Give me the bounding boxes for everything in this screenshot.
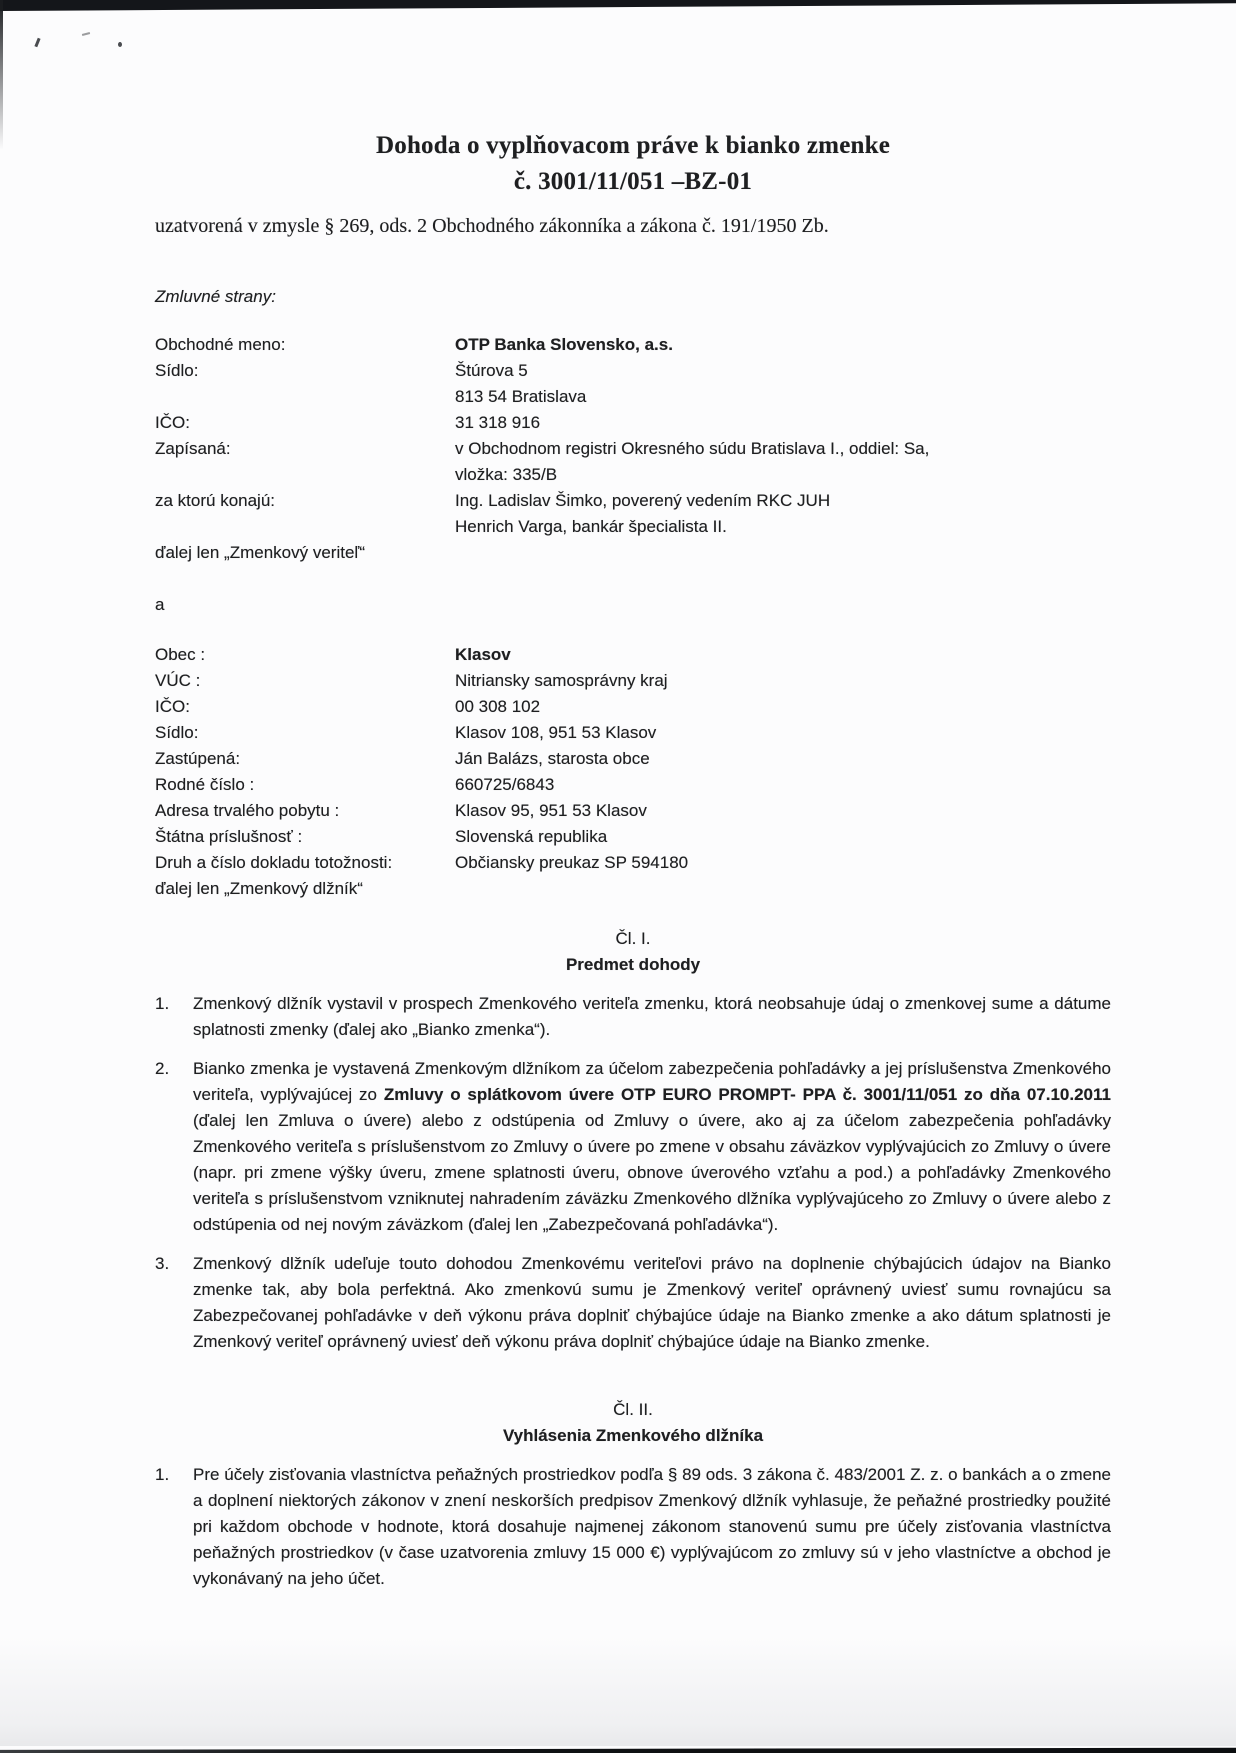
article1-number: Čl. I.: [615, 929, 651, 948]
parties-heading: Zmluvné strany:: [155, 287, 276, 306]
field-label: IČO:: [155, 413, 190, 432]
debtor-row-sidlo: [155, 720, 1111, 746]
document-content: [155, 128, 1111, 1592]
field-label: za ktorú konajú:: [155, 491, 276, 510]
debtor-row-ico: [155, 694, 1111, 720]
field-label: Adresa trvalého pobytu :: [155, 801, 340, 820]
field-value: 660725/6843: [455, 775, 555, 794]
field-value: OTP Banka Slovensko, a.s.: [455, 335, 673, 354]
scanner-bottom-haze-artifact: [0, 1636, 1236, 1746]
field-value-line: 813 54 Bratislava: [455, 387, 587, 406]
scanner-bottom-edge-artifact: [0, 1746, 1236, 1753]
field-value: [455, 358, 1111, 410]
creditor-row-ico: [155, 410, 1111, 436]
item-text: Pre účely zisťovania vlastníctva peňažných prostriedkov podľa § 89 ods. 3 zákona č. 483/2001 Z. z. o bankách a o zmene a doplnení niektorých zákonov v znení neskorších predpisov Zmenkový dlžník vyhlasuje, že peňažné prostriedky použité pri každom obchode v hodnote, ktorá dosahuje najmenej zákonom stanovenú sumu pre účely zisťovania vlastníctva peňažných prostriedkov (v čase uzatvorenia zmluvy 15 000 €) vyplývajúcom zo zmluvy sú v jeho vlastníctve a obchod je vykonávaný na jeho účet.: [193, 1465, 1111, 1588]
article2-title: Vyhlásenia Zmenkového dlžníka: [502, 1426, 764, 1445]
creditor-row-konaju: [155, 488, 1111, 540]
field-value: Slovenská republika: [455, 827, 608, 846]
item-number: 1.: [155, 994, 170, 1013]
article1-item3: [155, 1251, 1111, 1355]
creditor-row-obchodne-meno: [155, 332, 1111, 358]
document-number: č. 3001/11/051 –BZ-01: [513, 168, 753, 195]
field-label: Obec :: [155, 645, 206, 664]
article2-item1: [155, 1462, 1111, 1592]
field-value: Klasov 95, 951 53 Klasov: [455, 801, 647, 820]
item-number: 2.: [155, 1059, 170, 1078]
field-value-line: Štúrova 5: [455, 361, 528, 380]
field-value: [455, 436, 1111, 488]
field-value-line: vložka: 335/B: [455, 465, 558, 484]
creditor-row-zapisana: [155, 436, 1111, 488]
document-title: [155, 128, 1111, 200]
field-value-line: v Obchodnom registri Okresného súdu Bratislava I., oddiel: Sa,: [455, 439, 930, 458]
field-label: Druh a číslo dokladu totožnosti:: [155, 853, 393, 872]
debtor-row-adresa: [155, 798, 1111, 824]
article2-heading: [155, 1397, 1111, 1449]
item-text: Zmenkový dlžník udeľuje touto dohodou Zmenkovému veriteľovi právo na doplnenie chýbajúcich údajov na Bianko zmenke tak, aby bola perfektná. Ako zmenkovú sumu je Zmenkový veriteľ oprávnený uviesť sumu rovnajúcu sa Zabezpečovanej pohľadávke v deň výkonu práva doplniť chýbajúce údaje na Bianko zmenke a ako dátum splatnosti je Zmenkový veriteľ oprávnený uviesť deň výkonu práva doplniť chýbajúce údaje na Bianko zmenke.: [193, 1254, 1111, 1351]
creditor-block: [155, 332, 1111, 566]
item-text: [193, 1056, 1111, 1238]
document-subtitle: uzatvorená v zmysle § 269, ods. 2 Obchodného zákonníka a zákona č. 191/1950 Zb.: [155, 215, 829, 237]
debtor-row-prislusnost: [155, 824, 1111, 850]
article2-number: Čl. II.: [613, 1400, 653, 1419]
field-label: Zastúpená:: [155, 749, 241, 768]
item-number: 1.: [155, 1465, 170, 1484]
scan-speck: [82, 32, 90, 36]
field-label: Sídlo:: [155, 361, 199, 380]
field-label: IČO:: [155, 697, 190, 716]
field-value: Klasov: [455, 645, 511, 664]
article1-title: Predmet dohody: [565, 955, 701, 974]
debtor-block: [155, 642, 1111, 902]
debtor-row-vuc: [155, 668, 1111, 694]
field-value: 31 318 916: [455, 413, 541, 432]
field-value-line: Henrich Varga, bankár špecialista II.: [455, 517, 727, 536]
field-value: Občiansky preukaz SP 594180: [455, 853, 689, 872]
item-text: Zmenkový dlžník vystavil v prospech Zmenkového veriteľa zmenku, ktorá neobsahuje údaj o zmenkovej sume a dátume splatnosti zmenky (ďalej ako „Bianko zmenka“).: [193, 994, 1111, 1039]
scan-speck: [34, 38, 40, 47]
field-label: Štátna príslušnosť :: [155, 827, 303, 846]
field-label: Sídlo:: [155, 723, 199, 742]
item-number: 3.: [155, 1254, 170, 1273]
field-value: 00 308 102: [455, 697, 541, 716]
article1-item1: [155, 991, 1111, 1043]
item-text-after: (ďalej len Zmluva o úvere) alebo z odstúpenia od Zmluvy o úvere, ako aj za účelom zabezpečenia pohľadávky Zmenkového veriteľa s príslušenstvom zo Zmluvy o úvere po zmene v obsahu záväzkov vyplývajúcich zo Zmluvy o úvere (napr. pri zmene výšky úveru, zmene splatnosti úveru, obnove úverového vzťahu a pod.) a pohľadávky Zmenkového veriteľa s príslušenstvom vzniknutej nahradením záväzku Zmenkového dlžníka vyplývajúceho zo Zmluvy o úvere alebo z odstúpenia od nej novým záväzkom (ďalej len „Zabezpečovaná pohľadávka“).: [193, 1111, 1111, 1234]
field-label: Obchodné meno:: [155, 335, 286, 354]
field-label: VÚC :: [155, 671, 201, 690]
scan-speck: [118, 42, 122, 47]
field-label: Rodné číslo :: [155, 775, 255, 794]
field-value-line: Ing. Ladislav Šimko, poverený vedením RKC JUH: [455, 491, 831, 510]
parties-separator: a: [155, 595, 165, 614]
debtor-row-doklad: [155, 850, 1111, 876]
field-value: Ján Balázs, starosta obce: [455, 749, 650, 768]
debtor-row-rodne-cislo: [155, 772, 1111, 798]
item-text-bold: Zmluvy o splátkovom úvere OTP EURO PROMPT- PPA č. 3001/11/051 zo dňa 07.10.2011: [383, 1085, 1111, 1104]
scanner-left-edge-artifact: [0, 0, 3, 150]
scanner-top-edge-artifact: [0, 0, 1236, 11]
creditor-alias: ďalej len „Zmenkový veriteľ“: [155, 543, 366, 562]
document-title-line1: Dohoda o vyplňovacom práve k bianko zmenke: [375, 132, 890, 159]
debtor-alias: ďalej len „Zmenkový dlžník“: [155, 879, 363, 898]
creditor-row-sidlo: [155, 358, 1111, 410]
debtor-row-zastupena: [155, 746, 1111, 772]
field-label: Zapísaná:: [155, 439, 231, 458]
article1-item2: [155, 1056, 1111, 1238]
article1-heading: [155, 926, 1111, 978]
field-value: Nitriansky samosprávny kraj: [455, 671, 668, 690]
debtor-row-obec: [155, 642, 1111, 668]
field-value: [455, 488, 1111, 540]
field-value: Klasov 108, 951 53 Klasov: [455, 723, 657, 742]
item-text-before: Bianko zmenka je vystavená Zmenkovým dlžníkom za účelom zabezpečenia pohľadávky a jej príslušenstva Zmenkového veriteľa, vyplývajúcej zo: [193, 1059, 1111, 1104]
